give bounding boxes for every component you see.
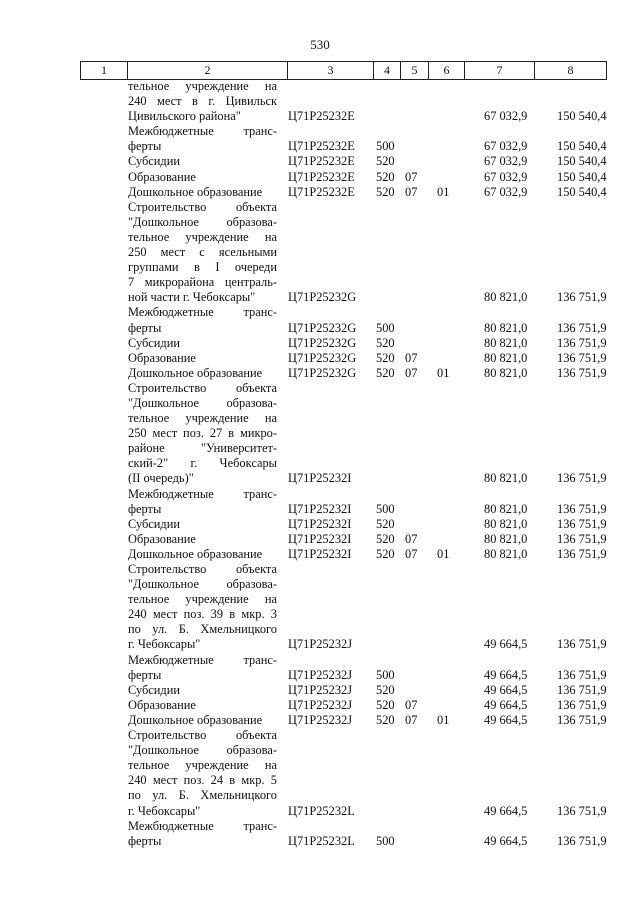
row-name: ский-2" г. Чебоксары	[128, 456, 277, 471]
table-row	[0, 743, 640, 758]
row-code: Ц71Р25232G	[288, 320, 357, 335]
table-row	[0, 215, 640, 230]
row-col-4: 500	[376, 501, 395, 516]
row-value-1: 80 821,0	[484, 546, 528, 561]
table-row	[0, 200, 640, 215]
row-name: по ул. Б. Хмельницкого	[128, 788, 277, 803]
row-value-2: 136 751,9	[557, 803, 607, 818]
row-name: Субсидии	[128, 682, 180, 697]
row-code: Ц71Р25232Е	[288, 154, 355, 169]
row-col-4: 520	[376, 169, 395, 184]
table-row	[0, 230, 640, 245]
row-name: Межбюджетные транс-	[128, 652, 277, 667]
table-row	[0, 260, 640, 275]
row-name: тельное учреждение на	[128, 411, 277, 426]
row-code: Ц71Р25232Е	[288, 139, 355, 154]
row-col-4: 500	[376, 320, 395, 335]
row-name: г. Чебоксары"	[128, 803, 201, 818]
row-col-6: 01	[437, 365, 450, 380]
row-col-4: 500	[376, 139, 395, 154]
row-name: ферты	[128, 667, 162, 682]
row-col-4: 520	[376, 365, 395, 380]
row-name: Дошкольное образование	[128, 546, 263, 561]
row-name: Межбюджетные транс-	[128, 124, 277, 139]
table-row	[0, 185, 640, 200]
row-name: Строительство объекта	[128, 562, 277, 576]
table-row	[0, 607, 640, 622]
row-value-2: 136 751,9	[557, 471, 607, 486]
row-code: Ц71Р25232I	[288, 471, 352, 486]
table-row	[0, 321, 640, 336]
header-col-8: 8	[534, 62, 607, 79]
row-col-5: 07	[405, 365, 418, 380]
row-name: Цивильского района"	[128, 109, 241, 124]
row-value-2: 150 540,4	[557, 109, 607, 124]
table-row	[0, 547, 640, 562]
row-name: Образование	[128, 169, 196, 184]
row-col-5: 07	[405, 184, 418, 199]
row-name: Дошкольное образование	[128, 365, 263, 380]
row-code: Ц71Р25232I	[288, 531, 352, 546]
table-row	[0, 381, 640, 396]
row-name: ной части г. Чебоксары"	[128, 290, 256, 305]
table-row	[0, 487, 640, 502]
row-name: тельное учреждение на	[128, 229, 277, 244]
table-row	[0, 79, 640, 94]
row-value-1: 80 821,0	[484, 350, 528, 365]
row-col-4: 520	[376, 350, 395, 365]
row-code: Ц71Р25232G	[288, 335, 357, 350]
row-name: тельное учреждение на	[128, 79, 277, 93]
row-name: Дошкольное образование	[128, 184, 263, 199]
table-row	[0, 154, 640, 169]
row-name: районе "Университет-	[128, 441, 277, 456]
row-name: Строительство объекта	[128, 199, 277, 214]
row-value-1: 80 821,0	[484, 335, 528, 350]
row-col-4: 520	[376, 712, 395, 727]
row-value-1: 67 032,9	[484, 109, 528, 124]
row-value-1: 49 664,5	[484, 682, 528, 697]
row-col-4: 520	[376, 516, 395, 531]
row-name: 250 мест с ясельными	[128, 245, 277, 260]
table-row	[0, 502, 640, 517]
row-name: ферты	[128, 139, 162, 154]
row-col-6: 01	[437, 712, 450, 727]
row-name: "Дошкольное образова-	[128, 214, 277, 229]
row-name: ферты	[128, 320, 162, 335]
table-row	[0, 411, 640, 426]
row-name: 240 мест поз. 39 в мкр. 3	[128, 607, 277, 622]
row-value-2: 136 751,9	[557, 320, 607, 335]
table-row	[0, 290, 640, 305]
row-value-2: 150 540,4	[557, 139, 607, 154]
row-name: по ул. Б. Хмельницкого	[128, 622, 277, 637]
row-name: "Дошкольное образова-	[128, 577, 277, 592]
row-value-1: 67 032,9	[484, 184, 528, 199]
row-code: Ц71Р25232J	[288, 682, 353, 697]
row-code: Ц71Р25232Е	[288, 169, 355, 184]
row-value-1: 80 821,0	[484, 531, 528, 546]
row-name: 250 мест поз. 27 в микро-	[128, 426, 277, 441]
page-number: 530	[310, 37, 330, 52]
row-name: ферты	[128, 501, 162, 516]
table-row	[0, 396, 640, 411]
row-name: Строительство объекта	[128, 380, 277, 395]
row-code: Ц71Р25232Е	[288, 184, 355, 199]
row-col-4: 520	[376, 546, 395, 561]
table-row	[0, 819, 640, 834]
table-row	[0, 456, 640, 471]
row-code: Ц71Р25232G	[288, 290, 357, 305]
row-value-2: 136 751,9	[557, 833, 607, 848]
row-name: 240 мест в г. Цивильск	[128, 94, 277, 109]
row-value-2: 136 751,9	[557, 546, 607, 561]
row-value-1: 49 664,5	[484, 637, 528, 652]
table-row	[0, 366, 640, 381]
row-name: ферты	[128, 833, 162, 848]
header-col-3: 3	[287, 62, 373, 79]
row-col-4: 520	[376, 697, 395, 712]
row-code: Ц71Р25232J	[288, 697, 353, 712]
table-row	[0, 804, 640, 819]
row-col-5: 07	[405, 697, 418, 712]
row-name: Субсидии	[128, 335, 180, 350]
table-row	[0, 728, 640, 743]
table-row	[0, 622, 640, 637]
table-row	[0, 577, 640, 592]
row-name: Строительство объекта	[128, 728, 277, 743]
row-value-2: 136 751,9	[557, 365, 607, 380]
row-col-5: 07	[405, 169, 418, 184]
row-code: Ц71Р25232L	[288, 833, 355, 848]
table-row	[0, 713, 640, 728]
table-row	[0, 305, 640, 320]
row-value-2: 136 751,9	[557, 712, 607, 727]
row-name: Субсидии	[128, 516, 180, 531]
row-value-1: 67 032,9	[484, 169, 528, 184]
row-col-4: 520	[376, 154, 395, 169]
row-name: (II очередь)"	[128, 471, 194, 486]
row-value-2: 136 751,9	[557, 531, 607, 546]
row-value-2: 150 540,4	[557, 169, 607, 184]
row-col-5: 07	[405, 350, 418, 365]
table-row	[0, 788, 640, 803]
row-name: 240 мест поз. 24 в мкр. 5	[128, 773, 277, 788]
row-col-5: 07	[405, 712, 418, 727]
table-row	[0, 532, 640, 547]
row-value-2: 136 751,9	[557, 350, 607, 365]
row-col-4: 500	[376, 667, 395, 682]
table-row	[0, 668, 640, 683]
header-col-6: 6	[428, 62, 464, 79]
row-name: Образование	[128, 350, 196, 365]
row-value-1: 49 664,5	[484, 712, 528, 727]
row-name: "Дошкольное образова-	[128, 743, 277, 758]
table-row	[0, 653, 640, 668]
row-value-2: 136 751,9	[557, 697, 607, 712]
row-col-6: 01	[437, 546, 450, 561]
row-col-4: 520	[376, 682, 395, 697]
row-code: Ц71Р25232Е	[288, 109, 355, 124]
row-col-4: 500	[376, 833, 395, 848]
row-value-1: 80 821,0	[484, 290, 528, 305]
header-col-4: 4	[373, 62, 400, 79]
table-row	[0, 834, 640, 849]
row-name: группами в I очереди	[128, 260, 277, 275]
row-code: Ц71Р25232G	[288, 365, 357, 380]
table-row	[0, 245, 640, 260]
row-name: тельное учреждение на	[128, 758, 277, 773]
row-code: Ц71Р25232I	[288, 546, 352, 561]
table-row	[0, 517, 640, 532]
row-name: Образование	[128, 697, 196, 712]
row-name: Субсидии	[128, 154, 180, 169]
table-row	[0, 592, 640, 607]
table-header	[80, 61, 607, 80]
row-value-1: 80 821,0	[484, 501, 528, 516]
header-col-5: 5	[400, 62, 428, 79]
row-value-1: 49 664,5	[484, 697, 528, 712]
table-row	[0, 698, 640, 713]
row-col-5: 07	[405, 546, 418, 561]
table-row	[0, 170, 640, 185]
row-value-1: 80 821,0	[484, 516, 528, 531]
row-name: Межбюджетные транс-	[128, 818, 277, 833]
row-name: "Дошкольное образова-	[128, 395, 277, 410]
row-code: Ц71Р25232I	[288, 501, 352, 516]
row-value-2: 150 540,4	[557, 154, 607, 169]
row-code: Ц71Р25232J	[288, 667, 353, 682]
row-name: тельное учреждение на	[128, 592, 277, 607]
row-col-4: 520	[376, 335, 395, 350]
row-value-1: 49 664,5	[484, 833, 528, 848]
table-row	[0, 758, 640, 773]
row-value-1: 67 032,9	[484, 139, 528, 154]
table-row	[0, 426, 640, 441]
row-name: Образование	[128, 531, 196, 546]
header-col-2: 2	[127, 62, 287, 79]
row-col-6: 01	[437, 184, 450, 199]
table-row	[0, 139, 640, 154]
table-row	[0, 336, 640, 351]
row-value-2: 136 751,9	[557, 637, 607, 652]
table-row	[0, 441, 640, 456]
table-row	[0, 109, 640, 124]
row-col-4: 520	[376, 531, 395, 546]
row-code: Ц71Р25232J	[288, 712, 353, 727]
header-col-7: 7	[464, 62, 534, 79]
table-row	[0, 683, 640, 698]
row-name: Межбюджетные транс-	[128, 486, 277, 501]
row-value-2: 136 751,9	[557, 501, 607, 516]
row-col-5: 07	[405, 531, 418, 546]
row-value-1: 80 821,0	[484, 471, 528, 486]
table-row	[0, 562, 640, 577]
table-row	[0, 351, 640, 366]
row-code: Ц71Р25232I	[288, 516, 352, 531]
table-row	[0, 275, 640, 290]
row-value-2: 136 751,9	[557, 682, 607, 697]
row-name: 7 микрорайона централь-	[128, 275, 277, 290]
row-value-1: 67 032,9	[484, 154, 528, 169]
row-value-1: 49 664,5	[484, 803, 528, 818]
table-row	[0, 773, 640, 788]
row-code: Ц71Р25232G	[288, 350, 357, 365]
table-row	[0, 471, 640, 486]
table-body	[0, 79, 640, 849]
row-name: Межбюджетные транс-	[128, 305, 277, 320]
header-col-1: 1	[80, 62, 127, 79]
row-value-1: 80 821,0	[484, 365, 528, 380]
row-name: Дошкольное образование	[128, 712, 263, 727]
table-row	[0, 124, 640, 139]
row-value-2: 136 751,9	[557, 516, 607, 531]
row-value-2: 136 751,9	[557, 290, 607, 305]
row-value-2: 136 751,9	[557, 667, 607, 682]
table-row	[0, 637, 640, 652]
row-value-1: 49 664,5	[484, 667, 528, 682]
row-col-4: 520	[376, 184, 395, 199]
row-value-2: 150 540,4	[557, 184, 607, 199]
row-value-1: 80 821,0	[484, 320, 528, 335]
row-name: г. Чебоксары"	[128, 637, 201, 652]
row-value-2: 136 751,9	[557, 335, 607, 350]
table-row	[0, 94, 640, 109]
row-code: Ц71Р25232L	[288, 803, 355, 818]
row-code: Ц71Р25232J	[288, 637, 353, 652]
